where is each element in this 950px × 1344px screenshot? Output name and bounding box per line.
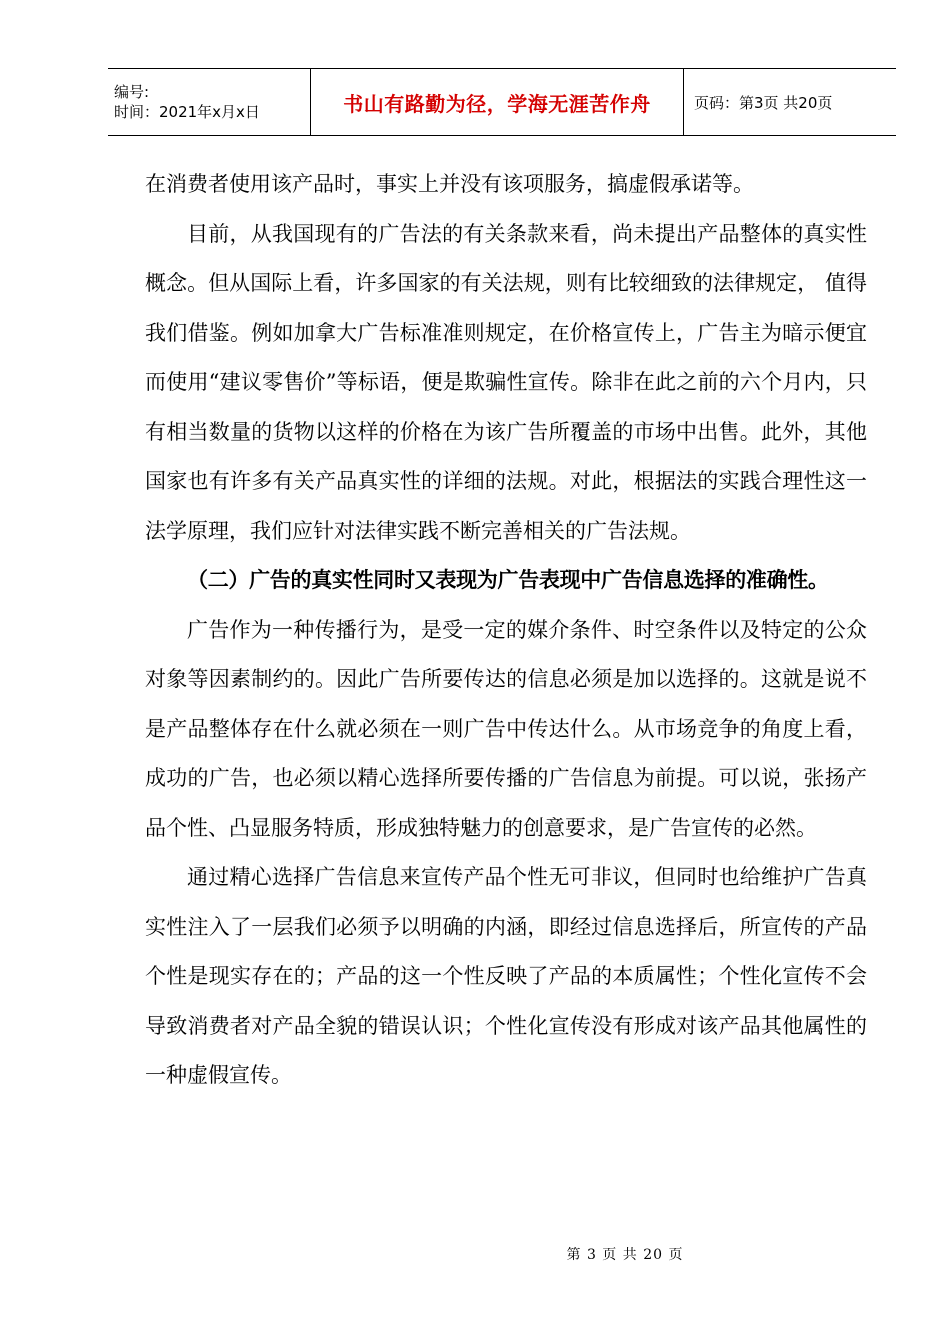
- header-motto: 书山有路勤为径，学海无涯苦作舟: [310, 69, 684, 135]
- section-heading: （二）广告的真实性同时又表现为广告表现中广告信息选择的准确性。: [187, 568, 829, 592]
- page-footer: 第 3 页 共 20 页: [566, 1247, 684, 1263]
- paragraph: 广告作为一种传播行为，是受一定的媒介条件、时空条件以及特定的公众对象等因素制约的。因此广告所要传达的信息必须是加以选择的。这就是说不是产品整体存在什么就必须在一则广告中传达什么。从市场竞争的角度上看，成功的广告，也必须以精心选择所要传播的广告信息为前提。可以说，张扬产品个性、凸显服务特质，形成独特魅力的创意要求，是广告宣传的必然。: [145, 617, 867, 840]
- time-label: 时间：2021年x月x日: [114, 103, 260, 121]
- document-body: [145, 160, 867, 1101]
- header-meta: [108, 69, 310, 135]
- header-page-info: 页码：第3页 共20页: [694, 93, 833, 112]
- serial-label: 编号:: [114, 83, 150, 101]
- paragraph-continuation: 在消费者使用该产品时，事实上并没有该项服务，搞虚假承诺等。: [145, 172, 754, 196]
- paragraph: 目前，从我国现有的广告法的有关条款来看，尚未提出产品整体的真实性概念。但从国际上看，许多国家的有关法规，则有比较细致的法律规定， 值得我们借鉴。例如加拿大广告标准准则规定，在价格宣传上，广告主为暗示便宜而使用“建议零售价”等标语，便是欺骗性宣传。除非在此之前的六个月内，只有相当数量的货物以这样的价格在为该广告所覆盖的市场中出售。此外，其他国家也有许多有关产品真实性的详细的法规。对此，根据法的实践合理性这一法学原理，我们应针对法律实践不断完善相关的广告法规。: [145, 221, 867, 543]
- page-header: [108, 68, 896, 136]
- paragraph: 通过精心选择广告信息来宣传产品个性无可非议，但同时也给维护广告真实性注入了一层我们必须予以明确的内涵，即经过信息选择后，所宣传的产品个性是现实存在的；产品的这一个性反映了产品的本质属性；个性化宣传不会导致消费者对产品全貌的错误认识；个性化宣传没有形成对该产品其他属性的一种虚假宣传。: [145, 865, 867, 1087]
